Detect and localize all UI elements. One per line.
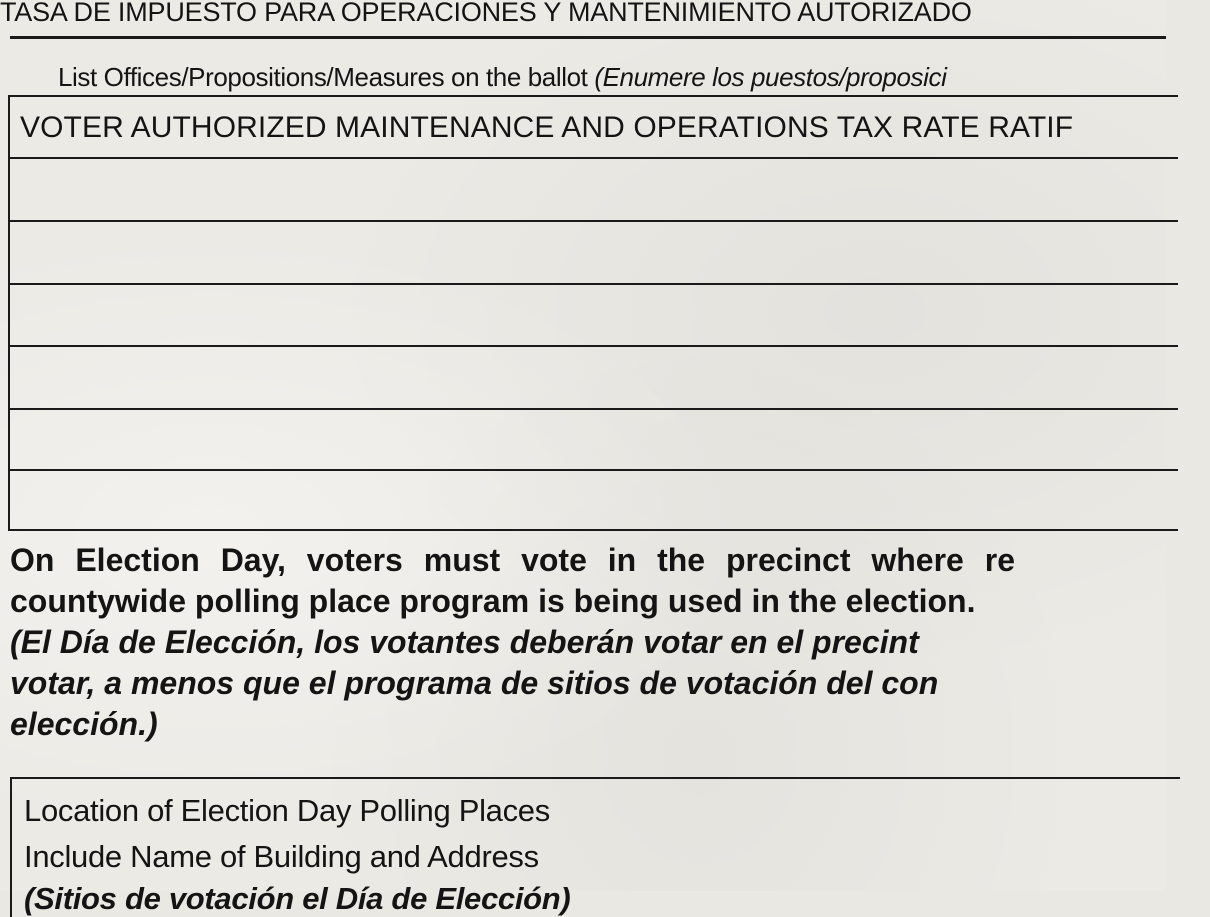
ballot-row-5[interactable] <box>10 347 1178 410</box>
polling-location-title-es: (Sitios de votación el Día de Elección) <box>24 881 571 916</box>
ballot-row-7[interactable] <box>10 471 1178 529</box>
ballot-row-4[interactable] <box>10 285 1178 347</box>
notice-line-4: votar, a menos que el programa de sitios de votación del con <box>10 665 939 701</box>
ballot-list-label-en: List Offices/Propositions/Measures on the ballot <box>58 62 595 92</box>
polling-location-title: Location of Election Day Polling Places <box>24 793 550 828</box>
header-title: TASA DE IMPUESTO PARA OPERACIONES Y MANTENIMIENTO AUTORIZADO <box>0 0 972 27</box>
polling-location-instruction: Include Name of Building and Address <box>24 839 539 874</box>
ballot-list-label <box>58 62 947 93</box>
polling-location-box <box>10 777 1180 917</box>
notice-line-1: On Election Day, voters must vote in the precinct where re <box>10 542 1015 578</box>
notice-line-5: elección.) <box>10 706 158 742</box>
ballot-row-3[interactable] <box>10 222 1178 285</box>
election-day-notice <box>10 540 1210 745</box>
ballot-list-table <box>8 95 1178 531</box>
ballot-row-2[interactable] <box>10 159 1178 222</box>
ballot-row-1[interactable] <box>10 97 1178 159</box>
header-divider <box>10 36 1166 39</box>
ballot-row-6[interactable] <box>10 410 1178 471</box>
ballot-list-label-es: (Enumere los puestos/proposici <box>594 62 947 92</box>
ballot-row-text: VOTER AUTHORIZED MAINTENANCE AND OPERATIONS TAX RATE RATIF <box>20 111 1074 144</box>
notice-line-2: countywide polling place program is being used in the election. <box>10 583 976 619</box>
notice-line-3: (El Día de Elección, los votantes deberán votar en el precint <box>10 624 919 660</box>
